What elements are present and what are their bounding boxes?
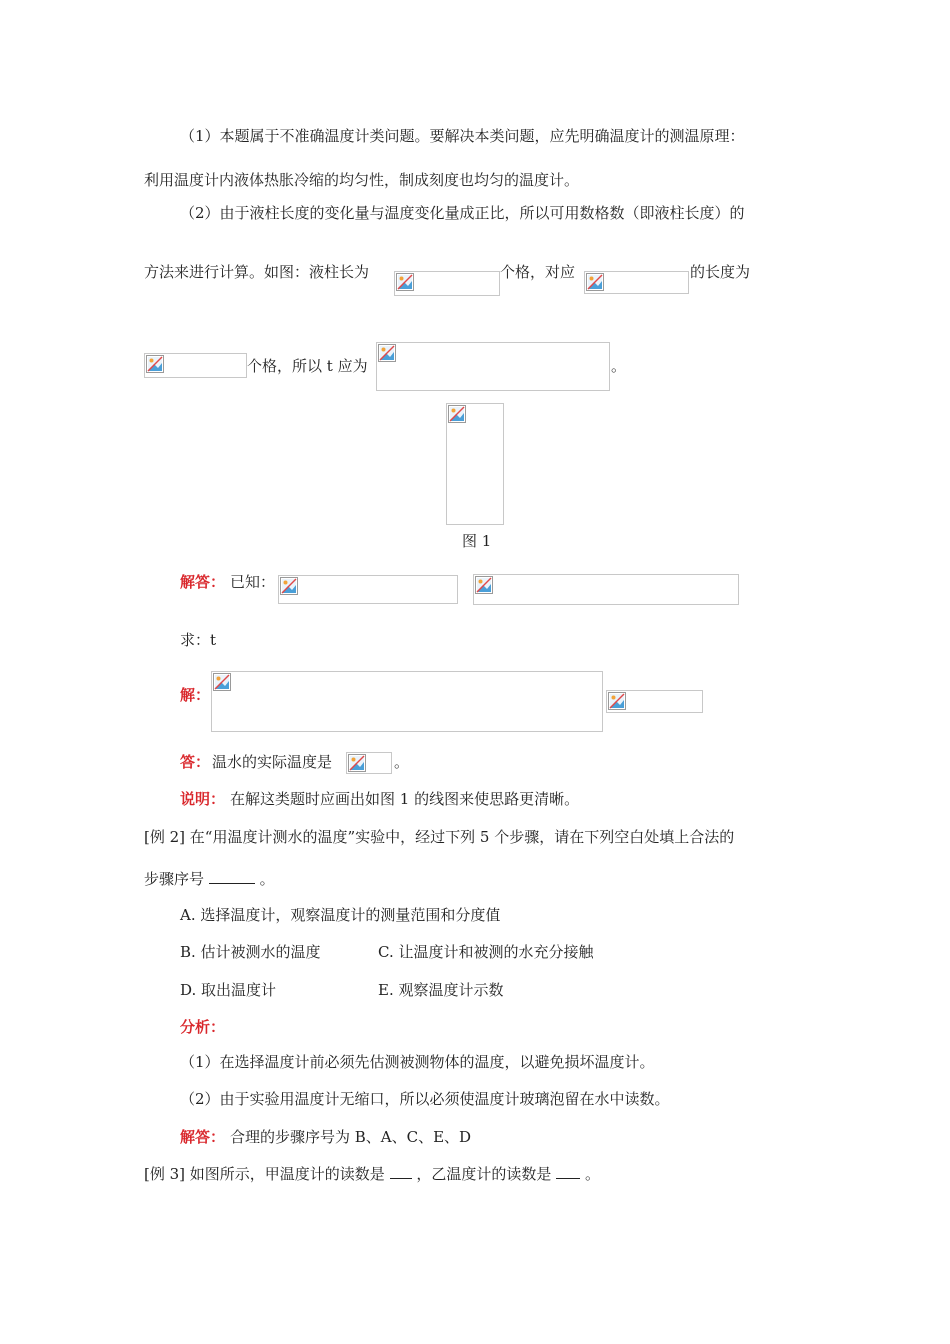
formula-image xyxy=(211,671,603,732)
answer-label: 解答： xyxy=(180,1128,226,1146)
option-c: C. 让温度计和被测的水充分接触 xyxy=(378,943,594,961)
broken-image-icon xyxy=(280,577,298,595)
solve-label: 解： xyxy=(180,686,211,704)
example3-part-a: [例 3] 如图所示，甲温度计的读数是 xyxy=(144,1165,385,1183)
note-text: 在解这类题时应画出如图 1 的线图来使思路更清晰。 xyxy=(230,790,580,808)
option-d: D. 取出温度计 xyxy=(180,981,277,999)
option-b: B. 估计被测水的温度 xyxy=(180,943,321,961)
broken-image-icon xyxy=(348,754,366,772)
example2-line1: [例 2] 在“用温度计测水的温度”实验中，经过下列 5 个步骤，请在下列空白处填上合法的 xyxy=(144,828,735,846)
broken-image-icon xyxy=(448,405,466,423)
analysis-p2-line2b: 个格，对应 xyxy=(500,263,576,281)
option-e: E. 观察温度计示数 xyxy=(378,981,504,999)
ans-text: 温水的实际温度是 xyxy=(212,753,333,771)
broken-image-icon xyxy=(608,692,626,710)
example3-part-b: ，乙温度计的读数是 xyxy=(416,1165,552,1183)
example3-part-c: 。 xyxy=(584,1165,600,1183)
figure-1-image xyxy=(446,403,504,525)
ans-end: 。 xyxy=(394,753,410,771)
broken-image-icon xyxy=(146,355,164,373)
analysis-p2-line2a: 方法来进行计算。如图：液柱长为 xyxy=(144,263,370,281)
answer-blank xyxy=(209,883,255,884)
broken-image-icon xyxy=(586,273,604,291)
answer-label: 解答： xyxy=(180,573,226,591)
analysis-p2-line3b: 。 xyxy=(611,357,627,375)
formula-image xyxy=(394,271,500,296)
analysis-label: 分析： xyxy=(180,1018,226,1036)
analysis-p2-line1: （2）由于液柱长度的变化量与温度变化量成正比，所以可用数格数（即液柱长度）的 xyxy=(180,204,745,222)
answer-blank xyxy=(390,1178,412,1179)
analysis-p1-line2: 利用温度计内液体热胀冷缩的均匀性，制成刻度也均匀的温度计。 xyxy=(144,171,580,189)
formula-image xyxy=(584,271,689,294)
answer-blank xyxy=(556,1178,580,1179)
analysis-p2-line2c: 的长度为 xyxy=(690,263,751,281)
formula-image xyxy=(606,690,703,713)
broken-image-icon xyxy=(475,576,493,594)
analysis-item-2: （2）由于实验用温度计无缩口，所以必须使温度计玻璃泡留在水中读数。 xyxy=(180,1090,670,1108)
broken-image-icon xyxy=(378,344,396,362)
formula-image xyxy=(376,342,610,391)
example3-line xyxy=(144,1164,600,1184)
find-text: 求：t xyxy=(180,631,217,649)
answer-text: 合理的步骤序号为 B、A、C、E、D xyxy=(230,1128,472,1146)
example2-line2a: 步骤序号 xyxy=(144,870,205,888)
analysis-p2-line3a: 个格，所以 t 应为 xyxy=(247,357,368,375)
formula-image xyxy=(346,752,392,774)
formula-image xyxy=(473,574,739,605)
figure-caption: 图 1 xyxy=(462,532,492,550)
analysis-p1-line1: （1）本题属于不准确温度计类问题。要解决本类问题，应先明确温度计的测温原理： xyxy=(180,127,745,145)
formula-image xyxy=(278,575,458,604)
formula-image xyxy=(144,353,247,378)
broken-image-icon xyxy=(396,273,414,291)
analysis-item-1: （1）在选择温度计前必须先估测被测物体的温度，以避免损坏温度计。 xyxy=(180,1053,655,1071)
known-text: 已知： xyxy=(230,573,276,591)
broken-image-icon xyxy=(213,673,231,691)
note-label: 说明： xyxy=(180,790,226,808)
example2-line2b: 。 xyxy=(259,870,275,888)
example2-line2 xyxy=(144,869,275,889)
ans-label: 答： xyxy=(180,753,211,771)
option-a: A. 选择温度计，观察温度计的测量范围和分度值 xyxy=(180,906,501,924)
